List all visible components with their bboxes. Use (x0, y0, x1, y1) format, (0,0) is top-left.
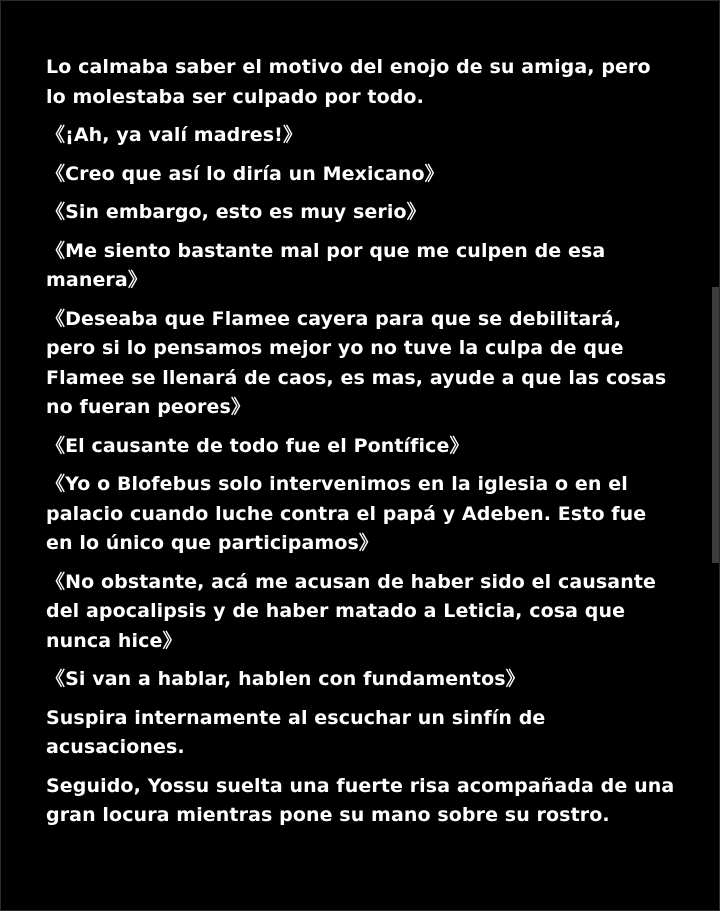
story-text (46, 53, 676, 840)
paragraph-11: Suspira internamente al escuchar un sinfín de acusaciones. (46, 706, 546, 758)
paragraph-6: 《Deseaba que Flamee cayera para que se debilitará, pero si lo pensamos mejor yo no tuve la culpa de que Flamee se llenará de caos, es mas, ayude a que las cosas no fueran peores》 (46, 307, 667, 418)
paragraph-9: 《No obstante, acá me acusan de haber sido el causante del apocalipsis y de haber matado a Leticia, cosa que nunca hice》 (46, 570, 657, 652)
paragraph-3: 《Creo que así lo diría un Mexicano》 (46, 162, 444, 185)
vertical-scrollbar-thumb[interactable] (712, 287, 719, 563)
paragraph-8: 《Yo o Blofebus solo intervenimos en la iglesia o en el palacio cuando luche contra el papá y Adeben. Esto fue en lo único que participamos》 (46, 473, 647, 554)
paragraph-12: Seguido, Yossu suelta una fuerte risa acompañada de una gran locura mientras pone su mano sobre su rostro. (46, 774, 675, 826)
paragraph-1: Lo calmaba saber el motivo del enojo de su amiga, pero lo molestaba ser culpado por todo. (46, 56, 651, 108)
paragraph-2: 《¡Ah, ya valí madres!》 (46, 124, 303, 146)
paragraph-10: 《Si van a hablar, hablen con fundamentos》 (46, 668, 525, 690)
paragraph-4: 《Sin embargo, esto es muy serio》 (46, 201, 426, 223)
paragraph-7: 《El causante de todo fue el Pontífice》 (46, 434, 469, 457)
paragraph-5: 《Me siento bastante mal por que me culpen de esa manera》 (46, 239, 606, 291)
